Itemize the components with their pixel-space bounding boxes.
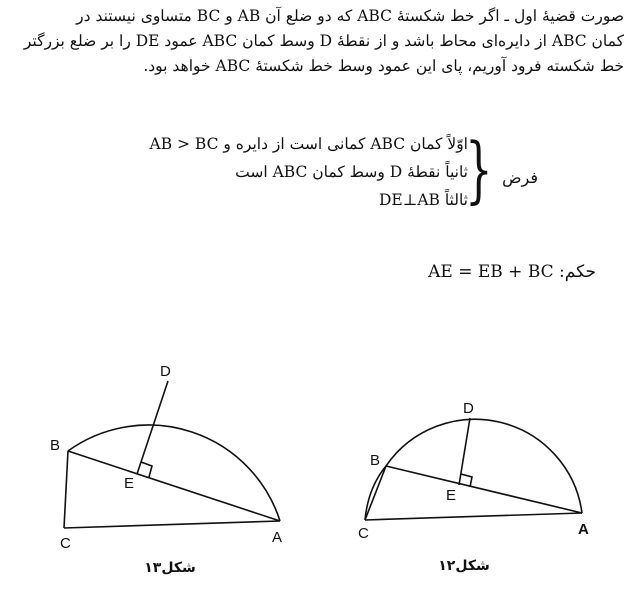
fig13-segment-ab	[68, 451, 280, 521]
fig12-arc	[386, 419, 582, 513]
statement-line-3: خط شکسته فرود آوریم، پای این عمود وسط خط شکستهٔ ABC خواهد بود.	[143, 57, 624, 75]
brace-icon: {	[465, 127, 493, 211]
fig12-segment-bc	[365, 466, 386, 520]
fig13-right-angle-mark	[141, 462, 152, 477]
fig12-label-e: E	[446, 487, 457, 504]
hypothesis-label: فرض	[502, 168, 538, 187]
fig12-label-a: A	[578, 521, 589, 538]
fig13-caption: شکل۱۳	[144, 560, 196, 576]
fig13-label-a: A	[272, 529, 283, 546]
statement-line-2: کمان ABC از دایره‌ای محاط باشد و از نقطهٔ D وسط کمان ABC عمود DE را بر ضلع بزرگتر	[23, 32, 624, 50]
fig12-label-d: D	[463, 400, 474, 417]
figure-13	[50, 363, 282, 576]
fig13-label-d: D	[160, 363, 171, 380]
fig12-label-b: B	[370, 452, 381, 469]
claim: حکم: AE = EB + BC	[428, 262, 596, 282]
fig12-segment-ca	[365, 513, 582, 520]
fig13-label-b: B	[50, 437, 61, 454]
hypothesis-item-2: ثانیاً نقطهٔ D وسط کمان ABC است	[235, 163, 468, 181]
fig13-segment-ca	[64, 521, 280, 528]
figure-12	[358, 400, 589, 574]
fig13-segment-bc	[64, 451, 68, 528]
statement-line-1: صورت قضیهٔ اول ـ اگر خط شکستهٔ ABC که دو ضلع آن AB و BC متساوی نیستند در	[76, 7, 624, 25]
fig13-segment-de	[137, 381, 168, 474]
fig13-arc	[68, 425, 280, 521]
fig12-segment-ab	[386, 466, 582, 513]
hypothesis-item-1: اوّلاً کمان ABC کمانی است از دایره و AB > BC	[149, 135, 468, 153]
hypothesis-item-3: ثالثاً DE⊥AB	[379, 191, 468, 209]
fig13-label-c: C	[60, 535, 71, 552]
fig12-caption: شکل۱۲	[438, 558, 490, 574]
fig12-label-c: C	[358, 525, 369, 542]
fig13-label-e: E	[124, 475, 135, 492]
